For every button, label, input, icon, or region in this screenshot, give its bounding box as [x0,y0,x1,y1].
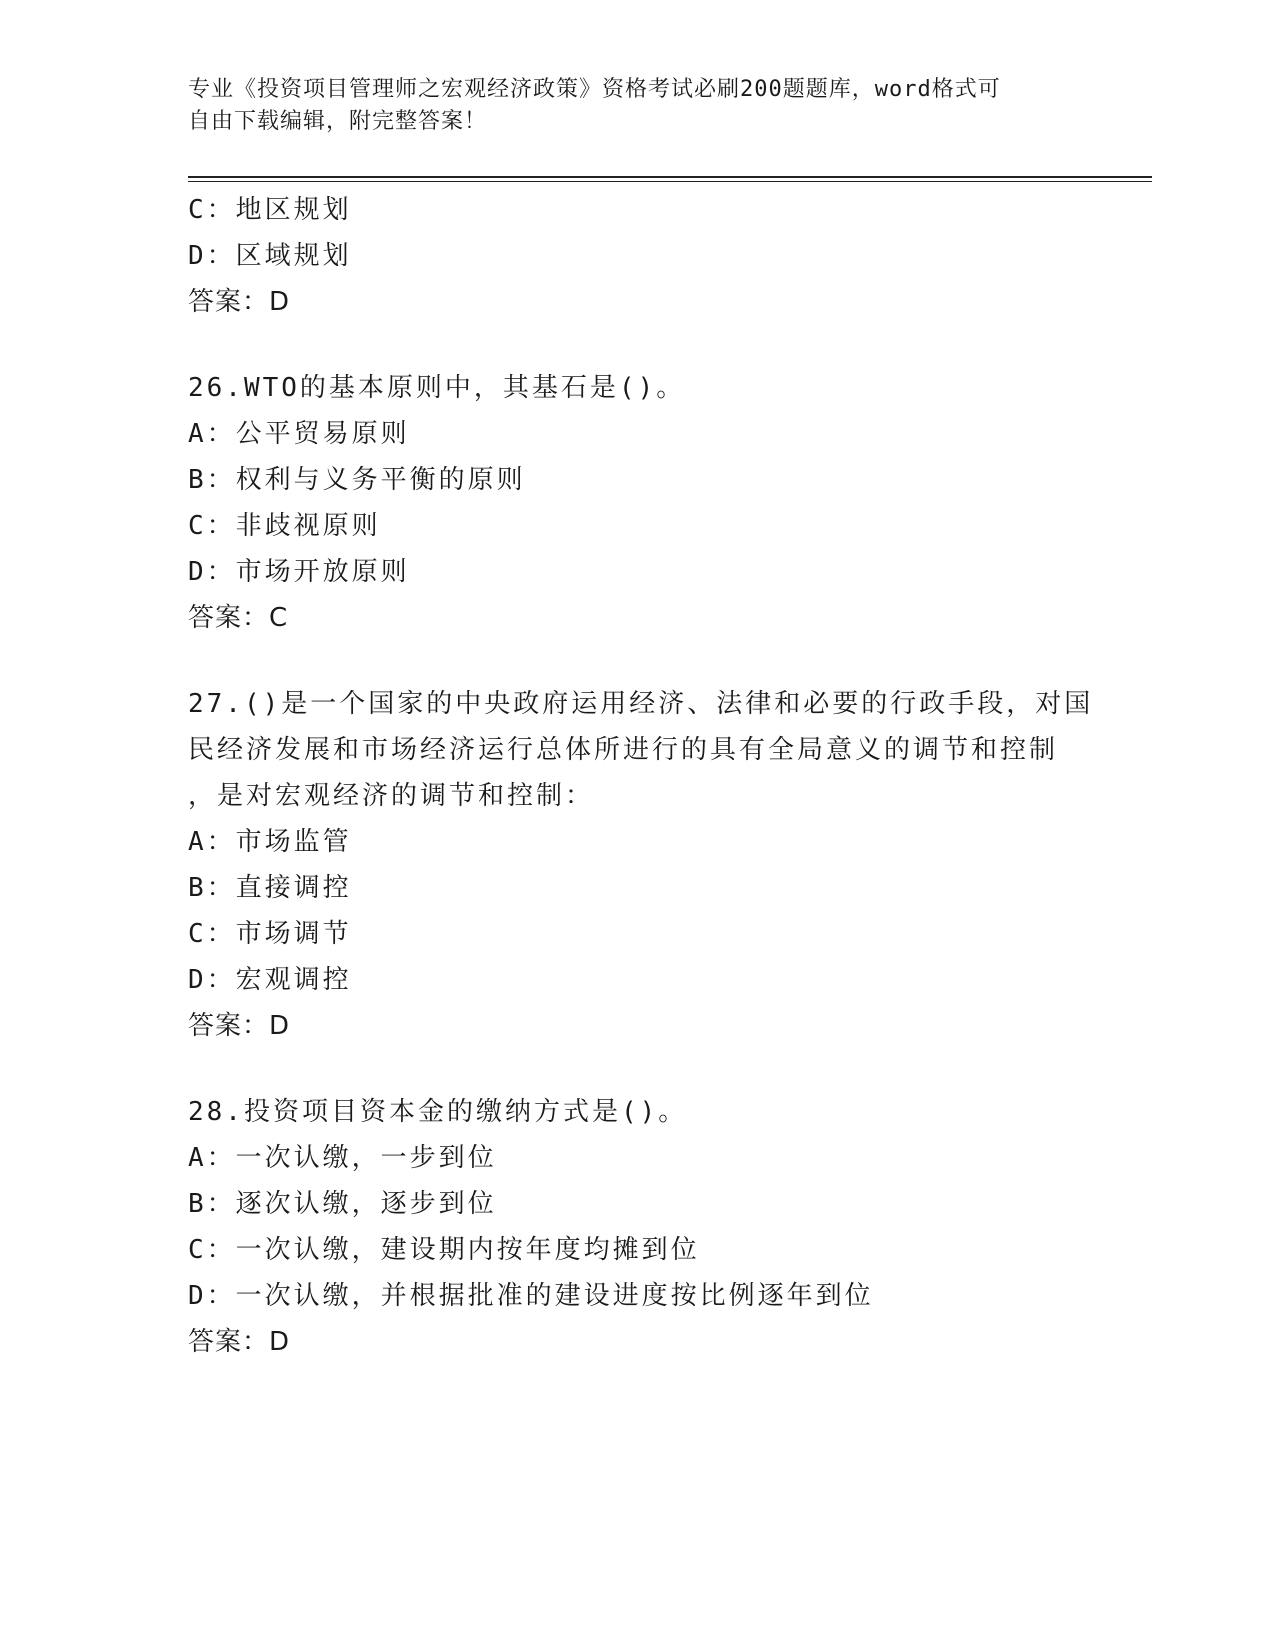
header-divider-thick [188,176,1152,178]
answer-line: 答案：C [188,603,289,633]
option-b: B：权利与义务平衡的原则 [188,465,526,495]
option-a: A：公平贸易原则 [188,419,410,449]
option-d: D：宏观调控 [188,965,352,995]
option-c: C：一次认缴，建设期内按年度均摊到位 [188,1235,700,1265]
option-d: D：一次认缴，并根据批准的建设进度按比例逐年到位 [188,1281,874,1311]
question-stem: 28.投资项目资本金的缴纳方式是()。 [188,1097,688,1127]
question-28 [188,1089,1088,1365]
option-c: C：非歧视原则 [188,511,381,541]
answer-line: 答案：D [188,1011,291,1041]
answer-line: 答案：D [188,287,291,317]
option-a: A：一次认缴，一步到位 [188,1143,497,1173]
answer-line: 答案：D [188,1327,291,1357]
option-c: C：市场调节 [188,919,352,949]
option-c: C：地区规划 [188,195,352,225]
question-stem-line-3: ，是对宏观经济的调节和控制： [188,781,595,811]
question-stem: 26.WTO的基本原则中，其基石是()。 [188,373,686,403]
question-27 [188,681,1094,1049]
question-stem-line-2: 民经济发展和市场经济运行总体所进行的具有全局意义的调节和控制 [188,735,1059,765]
option-b: B：逐次认缴，逐步到位 [188,1189,497,1219]
option-b: B：直接调控 [188,873,352,903]
option-a: A：市场监管 [188,827,352,857]
header-divider-thin [188,181,1152,182]
question-25-continued [188,187,1088,325]
page-header [188,74,1088,138]
question-stem-line-1: 27.()是一个国家的中央政府运用经济、法律和必要的行政手段，对国 [188,689,1094,719]
header-title-line-2: 自由下载编辑，附完整答案！ [188,109,488,134]
question-26 [188,365,1088,641]
header-title-line-1: 专业《投资项目管理师之宏观经济政策》资格考试必刷200题题库，word格式可 [188,77,1001,102]
question-list [188,187,1094,1365]
option-d: D：市场开放原则 [188,557,410,587]
option-d: D：区域规划 [188,241,352,271]
